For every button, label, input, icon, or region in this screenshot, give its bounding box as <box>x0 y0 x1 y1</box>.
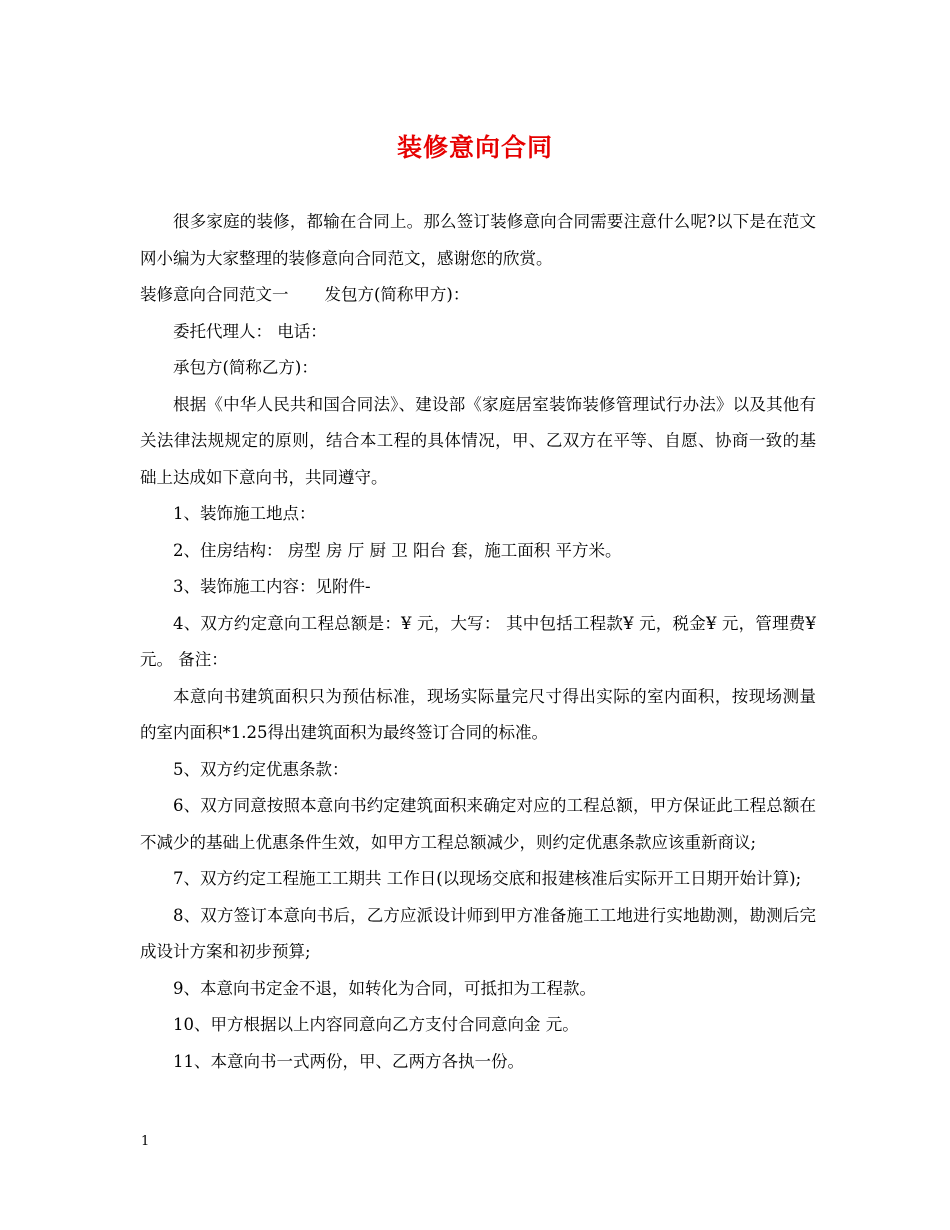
clause-item: 10、甲方根据以上内容同意向乙方支付合同意向金 元。 <box>173 1015 579 1034</box>
party-b-line: 承包方(简称乙方)： <box>173 358 318 377</box>
clause-item: 4、双方约定意向工程总额是：¥ 元，大写： 其中包括工程款¥ 元，税金¥ 元，管理费¥ 元。 备注： <box>140 613 816 669</box>
sample-heading-line <box>140 277 816 314</box>
clause-item: 7、双方约定工程施工工期共 工作日(以现场交底和报建核准后实际开工日期开始计算); <box>173 869 802 888</box>
clause-item: 11、本意向书一式两份，甲、乙两方各执一份。 <box>173 1051 524 1071</box>
intro-paragraph: 很多家庭的装修，都输在合同上。那么签订装修意向合同需要注意什么呢?以下是在范文网小编为大家整理的装修意向合同范文，感谢您的欣赏。 <box>140 212 816 268</box>
clause-item: 3、装饰施工内容：见附件- <box>173 577 371 596</box>
preamble-paragraph: 根据《中华人民共和国合同法》、建设部《家庭居室装饰装修管理试行办法》以及其他有关法律法规规定的原则，结合本工程的具体情况，甲、乙双方在平等、自愿、协商一致的基础上达成如下意向书，共同遵守。 <box>140 394 816 487</box>
clause-item: 8、双方签订本意向书后，乙方应派设计师到甲方准备施工工地进行实地勘测，勘测后完成设计方案和初步预算; <box>140 905 816 961</box>
document-body <box>140 204 816 1080</box>
page-number: 1 <box>141 1134 150 1149</box>
clause-item: 2、住房结构： 房型 房 厅 厨 卫 阳台 套，施工面积 平方米。 <box>173 540 622 560</box>
agent-phone-line: 委托代理人： 电话： <box>173 321 327 341</box>
clause-note: 本意向书建筑面积只为预估标准，现场实际量完尺寸得出实际的室内面积，按现场测量的室内面积*1.25得出建筑面积为最终签订合同的标准。 <box>140 686 816 742</box>
clause-item: 9、本意向书定金不退，如转化为合同，可抵扣为工程款。 <box>173 978 596 998</box>
document-title: 装修意向合同 <box>396 133 553 162</box>
sample-heading: 装修意向合同范文一 <box>140 285 289 304</box>
party-a-label: 发包方(简称甲方)： <box>324 285 470 304</box>
clause-item: 5、双方约定优惠条款： <box>173 759 349 779</box>
clause-item: 6、双方同意按照本意向书约定建筑面积来确定对应的工程总额，甲方保证此工程总额在不减少的基础上优惠条件生效，如甲方工程总额减少，则约定优惠条款应该重新商议; <box>140 796 816 852</box>
clause-item: 1、装饰施工地点： <box>173 504 316 523</box>
